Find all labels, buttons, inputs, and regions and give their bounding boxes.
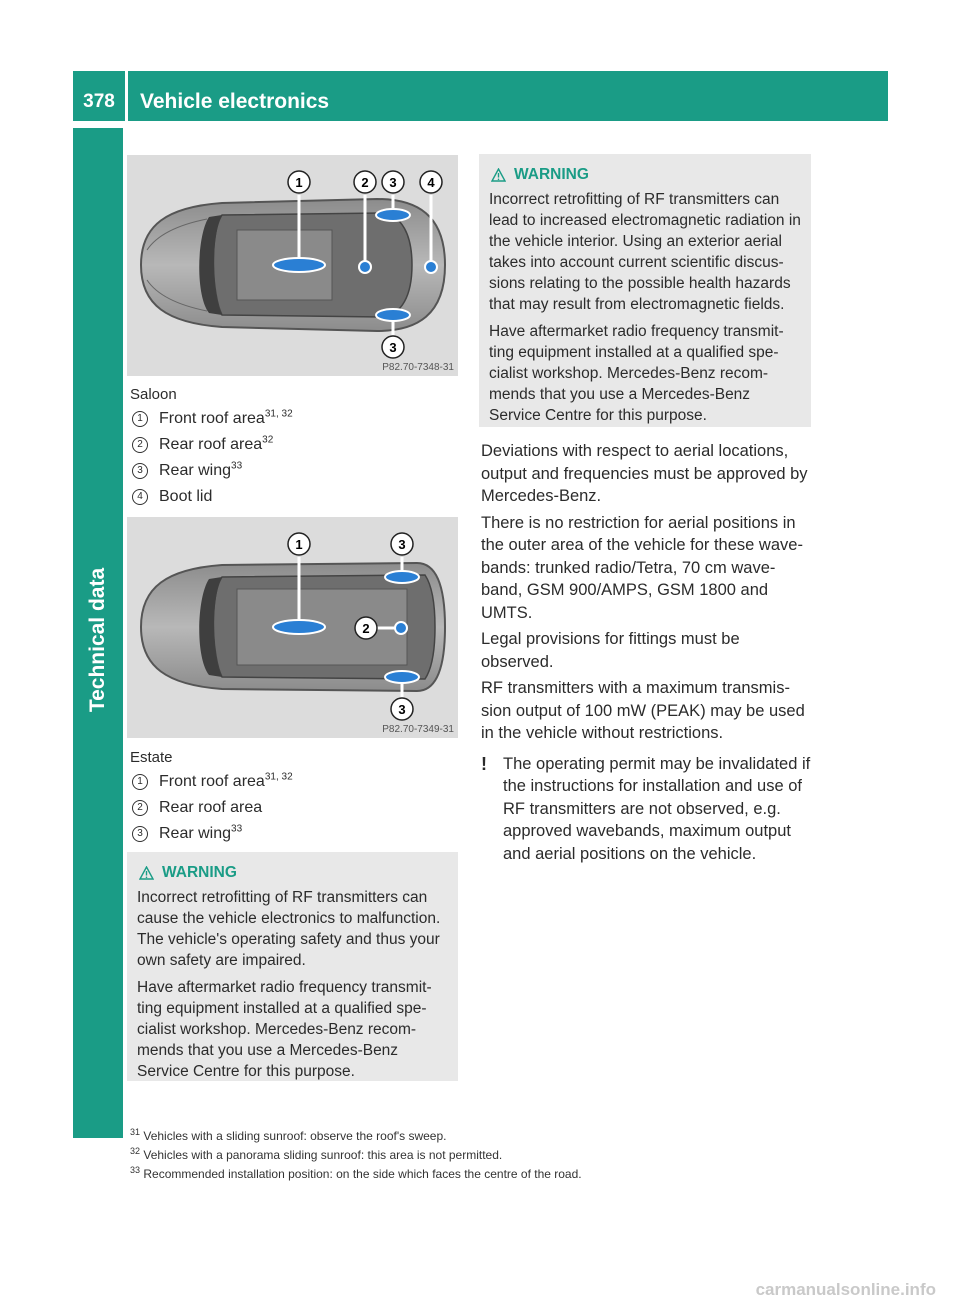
- footnote: $^{33}$ Recommended installation position: on the side which faces the centre of the road.: [130, 1165, 582, 1181]
- note-exclamation-icon: !: [481, 753, 487, 774]
- callout-2-label: 2: [361, 175, 369, 190]
- callout-3-top: [391, 533, 413, 555]
- figure-code: P82.70-7349-31: [382, 724, 454, 735]
- callout-4: [420, 171, 442, 193]
- watermark: carmanualsonline.info: [755, 1280, 936, 1299]
- callout-3-top: [382, 171, 404, 193]
- warning-box-left: [127, 852, 458, 1081]
- marker-front-roof: [273, 258, 325, 272]
- warning-title: WARNING: [489, 164, 803, 185]
- warning-text: Have aftermarket radio frequency transmit-ting equipment installed at a qualified spe-cialist workshop. Mercedes-Benz recom-mends that you use a Mercedes-Benz Service Centre for this purpose.: [489, 323, 784, 424]
- callout-3-bottom: [382, 336, 404, 358]
- legend-item: [130, 406, 293, 432]
- paragraph: Legal provisions for fittings must be observed.: [481, 630, 740, 671]
- callout-3-top-label: 3: [389, 175, 397, 190]
- callout-2-label: 2: [362, 621, 370, 636]
- callout-1-label: 1: [295, 537, 303, 552]
- legend-label: Front roof area$^{31, 32}$: [159, 771, 293, 790]
- section-tab-label-wrap: [73, 540, 123, 740]
- estate-aerial-figure: [127, 517, 458, 738]
- paragraph: There is no restriction for aerial positions in the outer area of the vehicle for these wave-bands: trunked radio/Tetra, 70 cm wave-band, GSM 900/AMPS, GSM 1800 and UMTS.: [481, 513, 803, 622]
- legend-item: [130, 795, 293, 821]
- legend-number: 3: [132, 826, 148, 842]
- callout-1-label: 1: [295, 175, 303, 190]
- warning-text: Have aftermarket radio frequency transmit-ting equipment installed at a qualified spe-cialist workshop. Mercedes-Benz recom-mends that you use a Mercedes-Benz Service Centre for this purpose.: [137, 979, 432, 1080]
- footnote: $^{32}$ Vehicles with a panorama sliding sunroof: this area is not permitted.: [130, 1146, 503, 1162]
- callout-1: [288, 171, 310, 193]
- saloon-car-illustration: [127, 155, 458, 376]
- warning-title: WARNING: [137, 862, 450, 883]
- header-divider: [125, 71, 128, 121]
- note-text: The operating permit may be invalidated if the instructions for installation and use of RF transmitters are not observed, e.g. approved wavebands, maximum output and aerial positions on the vehicle.: [503, 754, 811, 863]
- legend-number: 1: [132, 774, 148, 790]
- body-text: [481, 440, 814, 865]
- callout-3-top-label: 3: [398, 537, 406, 552]
- paragraph: Deviations with respect to aerial locations, output and frequencies must be approved by Mercedes-Benz.: [481, 442, 808, 505]
- legend-label: Boot lid: [159, 488, 213, 505]
- callout-3-bottom-label: 3: [398, 702, 406, 717]
- warning-triangle-icon: [491, 168, 506, 182]
- saloon-aerial-figure: [127, 155, 458, 376]
- warning-text: Incorrect retrofitting of RF transmitters can lead to increased electromagnetic radiation in the vehicle interior. Using an exterior aerial takes into account current scientific discus-sions relating to the possible health hazards that may result from electromagnetic fields.: [489, 191, 801, 313]
- legend-number: 3: [132, 463, 148, 479]
- page-title: Vehicle electronics: [140, 90, 330, 113]
- legend-item: [130, 821, 293, 847]
- callout-4-label: 4: [427, 175, 435, 190]
- callout-1: [288, 533, 310, 555]
- note: [481, 753, 814, 866]
- legend-number: 2: [132, 437, 148, 453]
- legend-number: 2: [132, 800, 148, 816]
- legend-label: Rear roof area: [159, 799, 263, 816]
- figure-code: P82.70-7348-31: [382, 362, 454, 373]
- footnotes: [130, 1127, 582, 1184]
- estate-legend: [130, 769, 293, 847]
- page-number: 378: [83, 91, 115, 112]
- warning-text: Incorrect retrofitting of RF transmitters can cause the vehicle electronics to malfunction. The vehicle's operating safety and thus your own safety are impaired.: [137, 889, 441, 969]
- legend-item: [130, 458, 293, 484]
- legend-label: Rear roof area$^{32}$: [159, 434, 274, 453]
- section-tab-label: Technical data: [86, 567, 109, 713]
- callout-2: [354, 171, 376, 193]
- legend-item: [130, 769, 293, 795]
- legend-number: 1: [132, 411, 148, 427]
- callout-3-bottom-label: 3: [389, 340, 397, 355]
- legend-item: [130, 432, 293, 458]
- warning-box-right: [479, 154, 811, 427]
- callout-2: [355, 617, 377, 639]
- legend-label: Front roof area$^{31, 32}$: [159, 408, 293, 427]
- estate-caption: Estate: [130, 749, 173, 766]
- legend-item: [130, 484, 293, 510]
- callout-3-bottom: [391, 698, 413, 720]
- legend-label: Rear wing$^{33}$: [159, 823, 243, 842]
- saloon-legend: [130, 406, 293, 510]
- paragraph: RF transmitters with a maximum transmis-sion output of 100 mW (PEAK) may be used in the vehicle without restrictions.: [481, 679, 805, 742]
- footnote: $^{31}$ Vehicles with a sliding sunroof: observe the roof's sweep.: [130, 1127, 447, 1143]
- legend-number: 4: [132, 489, 148, 505]
- estate-car-illustration: [127, 517, 458, 738]
- warning-triangle-icon: [139, 866, 154, 880]
- legend-label: Rear wing$^{33}$: [159, 460, 243, 479]
- saloon-caption: Saloon: [130, 386, 177, 403]
